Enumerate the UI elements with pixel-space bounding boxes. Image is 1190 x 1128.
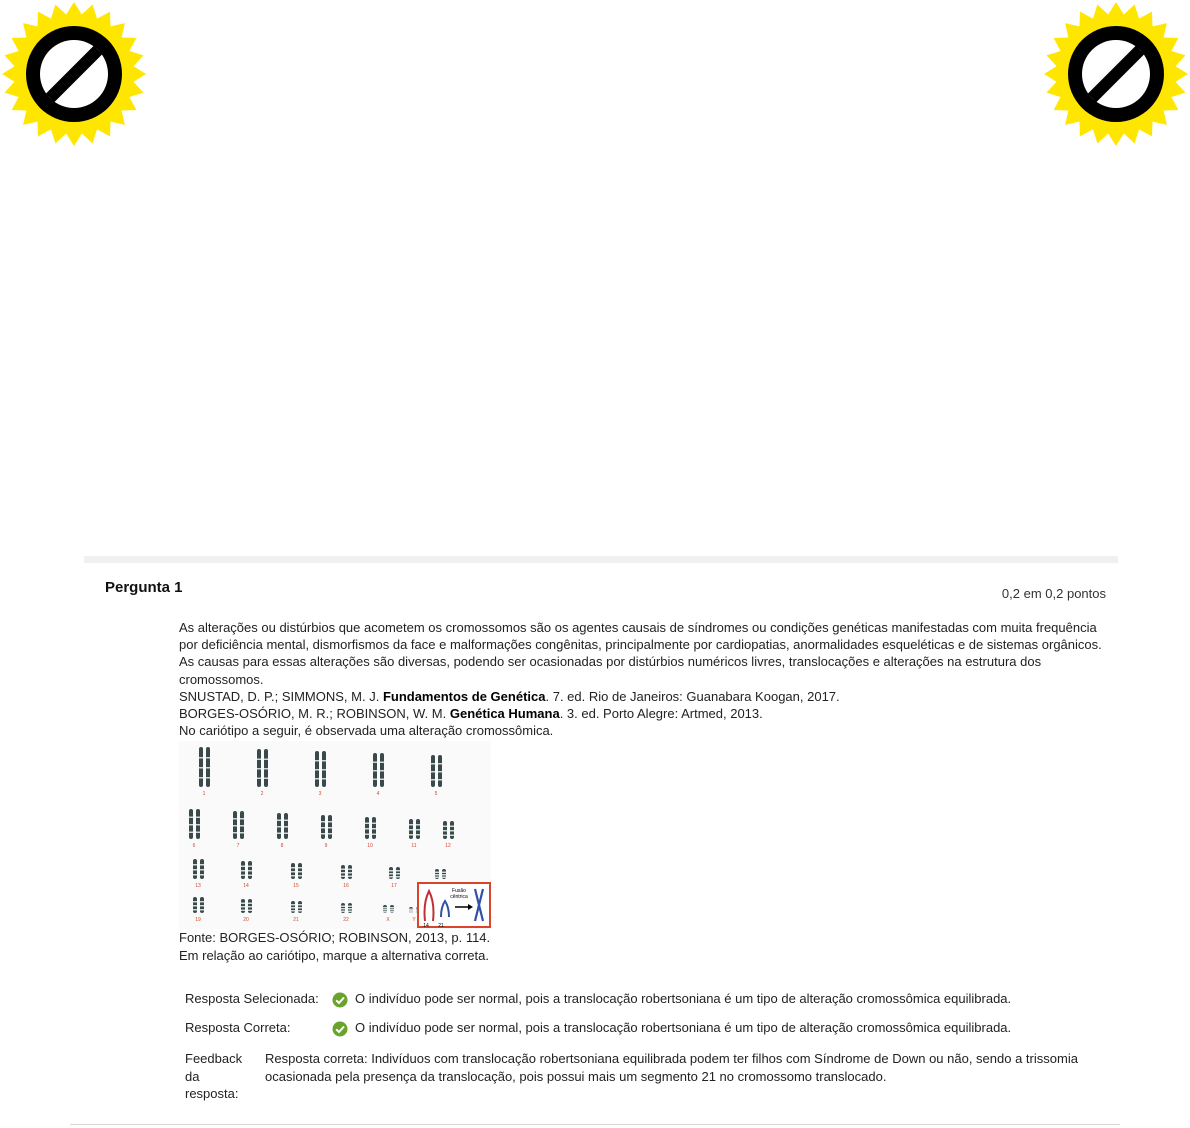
- chromosome-band: [409, 910, 413, 912]
- chromosome-label: 20: [243, 917, 249, 924]
- chromosome-band: [291, 910, 295, 912]
- chromosome-band: [341, 911, 345, 913]
- chromosome-label: 12: [445, 843, 451, 850]
- chromosome-band: [348, 911, 352, 913]
- question-panel: [84, 556, 1118, 1123]
- image-source: Fonte: BORGES-OSÓRIO; ROBINSON, 2013, p. 114.: [179, 930, 491, 946]
- chromosome-band: [291, 867, 295, 869]
- prohibited-sign-icon: [0, 0, 148, 148]
- feedback-row: [185, 1048, 1105, 1108]
- chromosome-band: [233, 832, 237, 834]
- chromosome-band: [241, 875, 245, 877]
- chromosome-band: [348, 869, 352, 871]
- chromosome-band: [396, 873, 400, 875]
- reference-2: BORGES-OSÓRIO, M. R.; ROBINSON, W. M. Genética Humana. 3. ed. Porto Alegre: Artmed, 2013.: [179, 706, 763, 722]
- chromosome-band: [380, 770, 384, 772]
- chromosome-band: [196, 824, 200, 826]
- chromosome-band: [442, 872, 446, 874]
- chromosome-band: [390, 909, 394, 911]
- chromosome-band: [348, 908, 352, 910]
- chromosome-band: [196, 817, 200, 819]
- chromosome-band: [438, 779, 442, 781]
- chromosome-band: [241, 906, 245, 908]
- chromosome-band: [277, 833, 281, 835]
- chromosome-label: 1: [202, 791, 206, 798]
- chromosome-band: [284, 826, 288, 828]
- chromosome-band: [248, 866, 252, 868]
- chromosome-band: [298, 907, 302, 909]
- chromosome-band: [241, 866, 245, 868]
- chromosome-band: [321, 821, 325, 823]
- chromosome-label: 22: [343, 917, 349, 924]
- chromosome-band: [431, 763, 435, 765]
- chromosome-band: [193, 864, 197, 866]
- chromosome-label: 14: [243, 883, 249, 890]
- chromosome-label: X: [386, 917, 390, 924]
- chromosome-band: [450, 835, 454, 837]
- chromosome-band: [438, 763, 442, 765]
- chromosome-band: [298, 867, 302, 869]
- chromosome-band: [450, 826, 454, 828]
- chromosome-band: [291, 907, 295, 909]
- chromosome-band: [248, 910, 252, 912]
- chromosome-band: [409, 834, 413, 836]
- chromosome-band: [409, 824, 413, 826]
- chromosome-band: [241, 870, 245, 872]
- chromosome-band: [348, 872, 352, 874]
- chromosome-band: [206, 777, 210, 779]
- chromosome-band: [233, 818, 237, 820]
- chromosome-band: [257, 768, 261, 770]
- chromosome-band: [193, 869, 197, 871]
- chromosome-band: [199, 777, 203, 779]
- chromosome-band: [298, 875, 302, 877]
- chromosome-band: [390, 911, 394, 913]
- chromosome-band: [298, 910, 302, 912]
- chromosome-band: [372, 828, 376, 830]
- chromosome-band: [315, 778, 319, 780]
- correct-answer-text: O indivíduo pode ser normal, pois a translocação robertsoniana é um tipo de alteração cromossômica equilibrada.: [355, 1020, 1012, 1035]
- chromosome-band: [193, 874, 197, 876]
- chromosome-band: [248, 903, 252, 905]
- chromosome-band: [328, 833, 332, 835]
- chromosome-band: [277, 826, 281, 828]
- chromosome-band: [443, 830, 447, 832]
- chromosome-band: [264, 778, 268, 780]
- chromosome-band: [257, 759, 261, 761]
- chromosome-band: [442, 877, 446, 879]
- chromosome-band: [196, 832, 200, 834]
- inset-label-a: 14: [423, 923, 429, 930]
- chromosome-band: [348, 906, 352, 908]
- chromosome-band: [200, 864, 204, 866]
- chromosome-band: [200, 869, 204, 871]
- chromosome-band: [189, 832, 193, 834]
- chromosome-band: [383, 907, 387, 909]
- chromosome-band: [365, 834, 369, 836]
- chromosome-band: [298, 904, 302, 906]
- chromosome-band: [328, 827, 332, 829]
- chromosome-band: [241, 903, 245, 905]
- chromosome-band: [380, 762, 384, 764]
- chromosome-band: [240, 832, 244, 834]
- question-paragraph: As alterações ou distúrbios que acometem os cromossomos são os agentes causais de síndromes ou condições genéticas manifestadas com muita frequência por deficiência mental, dismorfismos da face e malformações congênitas, principalmente por cardiopatias, anormalidades esqueléticas e de sistemas orgânicos. As causas para essas alterações são diversas, podendo ser ocasionadas por distúrbios numéricos livres, translocações e alterações na estrutura dos cromossomos.: [179, 620, 1102, 687]
- chromosome-band: [189, 817, 193, 819]
- chromosome-band: [389, 870, 393, 872]
- chromosome-label: 4: [376, 791, 380, 798]
- chromosome-band: [199, 767, 203, 769]
- inset-title-2: cêntrica: [450, 894, 468, 901]
- chromosome-band: [200, 909, 204, 911]
- chromosome-band: [372, 834, 376, 836]
- chromosome-band: [257, 778, 261, 780]
- chromosome-label: 11: [411, 843, 417, 850]
- divider: [70, 1124, 1120, 1125]
- chromosome-band: [277, 820, 281, 822]
- chromosome-band: [373, 779, 377, 781]
- chromosome-band: [443, 835, 447, 837]
- chromosome-band: [206, 757, 210, 759]
- chromosome-label: 3: [318, 791, 322, 798]
- chromosome-band: [435, 874, 439, 876]
- chromosome-band: [241, 910, 245, 912]
- question-body: [179, 619, 1109, 964]
- chromosome-label: 7: [236, 843, 240, 850]
- chromosome-band: [291, 904, 295, 906]
- chromosome-band: [373, 762, 377, 764]
- chromosome-band: [365, 828, 369, 830]
- question-intro: No cariótipo a seguir, é observada uma alteração cromossômica.: [179, 723, 554, 739]
- chromosome-band: [264, 759, 268, 761]
- chromosome-band: [389, 873, 393, 875]
- chromosome-band: [341, 876, 345, 878]
- chromosome-band: [365, 823, 369, 825]
- chromosome-band: [189, 824, 193, 826]
- prohibited-sign-icon: [1042, 0, 1190, 148]
- chromosome-band: [284, 820, 288, 822]
- correct-answer-row: [185, 1017, 1105, 1046]
- chromosome-band: [438, 771, 442, 773]
- chromosome-band: [409, 829, 413, 831]
- chromosome-band: [298, 871, 302, 873]
- chromosome-label: 15: [293, 883, 299, 890]
- chromosome-band: [240, 825, 244, 827]
- chromosome-label: 21: [293, 917, 299, 924]
- inset-label-b: 21: [438, 923, 444, 930]
- chromosome-band: [193, 909, 197, 911]
- chromosome-band: [315, 760, 319, 762]
- chromosome-band: [200, 874, 204, 876]
- chromosome-label: 9: [324, 843, 328, 850]
- chromosome-band: [431, 779, 435, 781]
- chromosome-band: [233, 825, 237, 827]
- chromosome-band: [396, 870, 400, 872]
- chromosome-label: 16: [343, 883, 349, 890]
- chromosome-band: [380, 779, 384, 781]
- chromosome-band: [341, 908, 345, 910]
- chromosome-band: [199, 757, 203, 759]
- check-icon: [332, 1021, 348, 1037]
- chromosome-band: [291, 871, 295, 873]
- chromosome-band: [284, 833, 288, 835]
- chromosome-band: [321, 827, 325, 829]
- chromosome-band: [322, 778, 326, 780]
- selected-answer-text: O indivíduo pode ser normal, pois a translocação robertsoniana é um tipo de alteração cromossômica equilibrada.: [355, 991, 1012, 1006]
- chromosome-band: [315, 769, 319, 771]
- karyotype-image: [179, 741, 491, 929]
- chromosome-band: [416, 834, 420, 836]
- answers-section: [185, 988, 1105, 1108]
- selected-answer-label: Resposta Selecionada:: [185, 991, 319, 1006]
- chromosome-band: [435, 877, 439, 879]
- chromosome-band: [450, 830, 454, 832]
- chromosome-band: [416, 824, 420, 826]
- chromosome-band: [328, 821, 332, 823]
- chromosome-band: [341, 906, 345, 908]
- feedback-label: Feedback da resposta:: [185, 1051, 243, 1101]
- chromosome-label: 19: [195, 917, 201, 924]
- chromosome-band: [321, 833, 325, 835]
- chromosome-label: 5: [434, 791, 438, 798]
- chromosome-band: [416, 829, 420, 831]
- chromosome-band: [389, 876, 393, 878]
- chromosome-band: [409, 909, 413, 911]
- chromosome-label: 8: [280, 843, 284, 850]
- feedback-text: Resposta correta: Indivíduos com translocação robertsoniana equilibrada podem ter filhos com Síndrome de Down ou não, sendo a trissomia ocasionada pela presença da translocação, pois possui mais um segmento 21 no cromossomo translocado.: [265, 1051, 1078, 1084]
- chromosome-band: [240, 818, 244, 820]
- chromosome-band: [264, 768, 268, 770]
- chromosome-label: 17: [391, 883, 397, 890]
- chromosome-band: [409, 912, 413, 914]
- chromosome-band: [200, 905, 204, 907]
- chromosome-band: [193, 901, 197, 903]
- chromosome-band: [435, 872, 439, 874]
- chromosome-band: [443, 826, 447, 828]
- correct-answer-label: Resposta Correta:: [185, 1020, 291, 1035]
- chromosome-label: 13: [195, 883, 201, 890]
- chromosome-band: [341, 869, 345, 871]
- centric-fusion-inset: [418, 883, 490, 929]
- chromosome-band: [248, 875, 252, 877]
- chromosome-label: 10: [367, 843, 373, 850]
- chromosome-band: [322, 760, 326, 762]
- check-icon: [332, 992, 348, 1008]
- question-points: 0,2 em 0,2 pontos: [1001, 586, 1106, 601]
- chromosome-band: [373, 770, 377, 772]
- question-title: Pergunta 1: [105, 579, 183, 596]
- selected-answer-row: [185, 988, 1105, 1017]
- chromosome-band: [396, 876, 400, 878]
- chromosome-band: [341, 872, 345, 874]
- chromosome-band: [348, 876, 352, 878]
- chromosome-band: [206, 767, 210, 769]
- chromosome-band: [248, 870, 252, 872]
- chromosome-band: [322, 769, 326, 771]
- chromosome-label: 2: [260, 791, 264, 798]
- chromosome-band: [372, 823, 376, 825]
- chromosome-band: [383, 911, 387, 913]
- chromosome-label: 6: [192, 843, 196, 850]
- question-prompt: Em relação ao cariótipo, marque a alternativa correta.: [179, 947, 489, 963]
- chromosome-band: [200, 901, 204, 903]
- chromosome-band: [442, 874, 446, 876]
- chromosome-band: [383, 909, 387, 911]
- chromosome-band: [390, 907, 394, 909]
- chromosome-band: [291, 875, 295, 877]
- chromosome-band: [248, 906, 252, 908]
- inset-title-1: Fusão: [452, 888, 466, 895]
- chromosome-label: Y: [412, 917, 416, 924]
- chromosome-band: [431, 771, 435, 773]
- reference-1: SNUSTAD, D. P.; SIMMONS, M. J. Fundamentos de Genética. 7. ed. Rio de Janeiros: Guanabara Koogan, 2017.: [179, 688, 840, 704]
- chromosome-band: [193, 905, 197, 907]
